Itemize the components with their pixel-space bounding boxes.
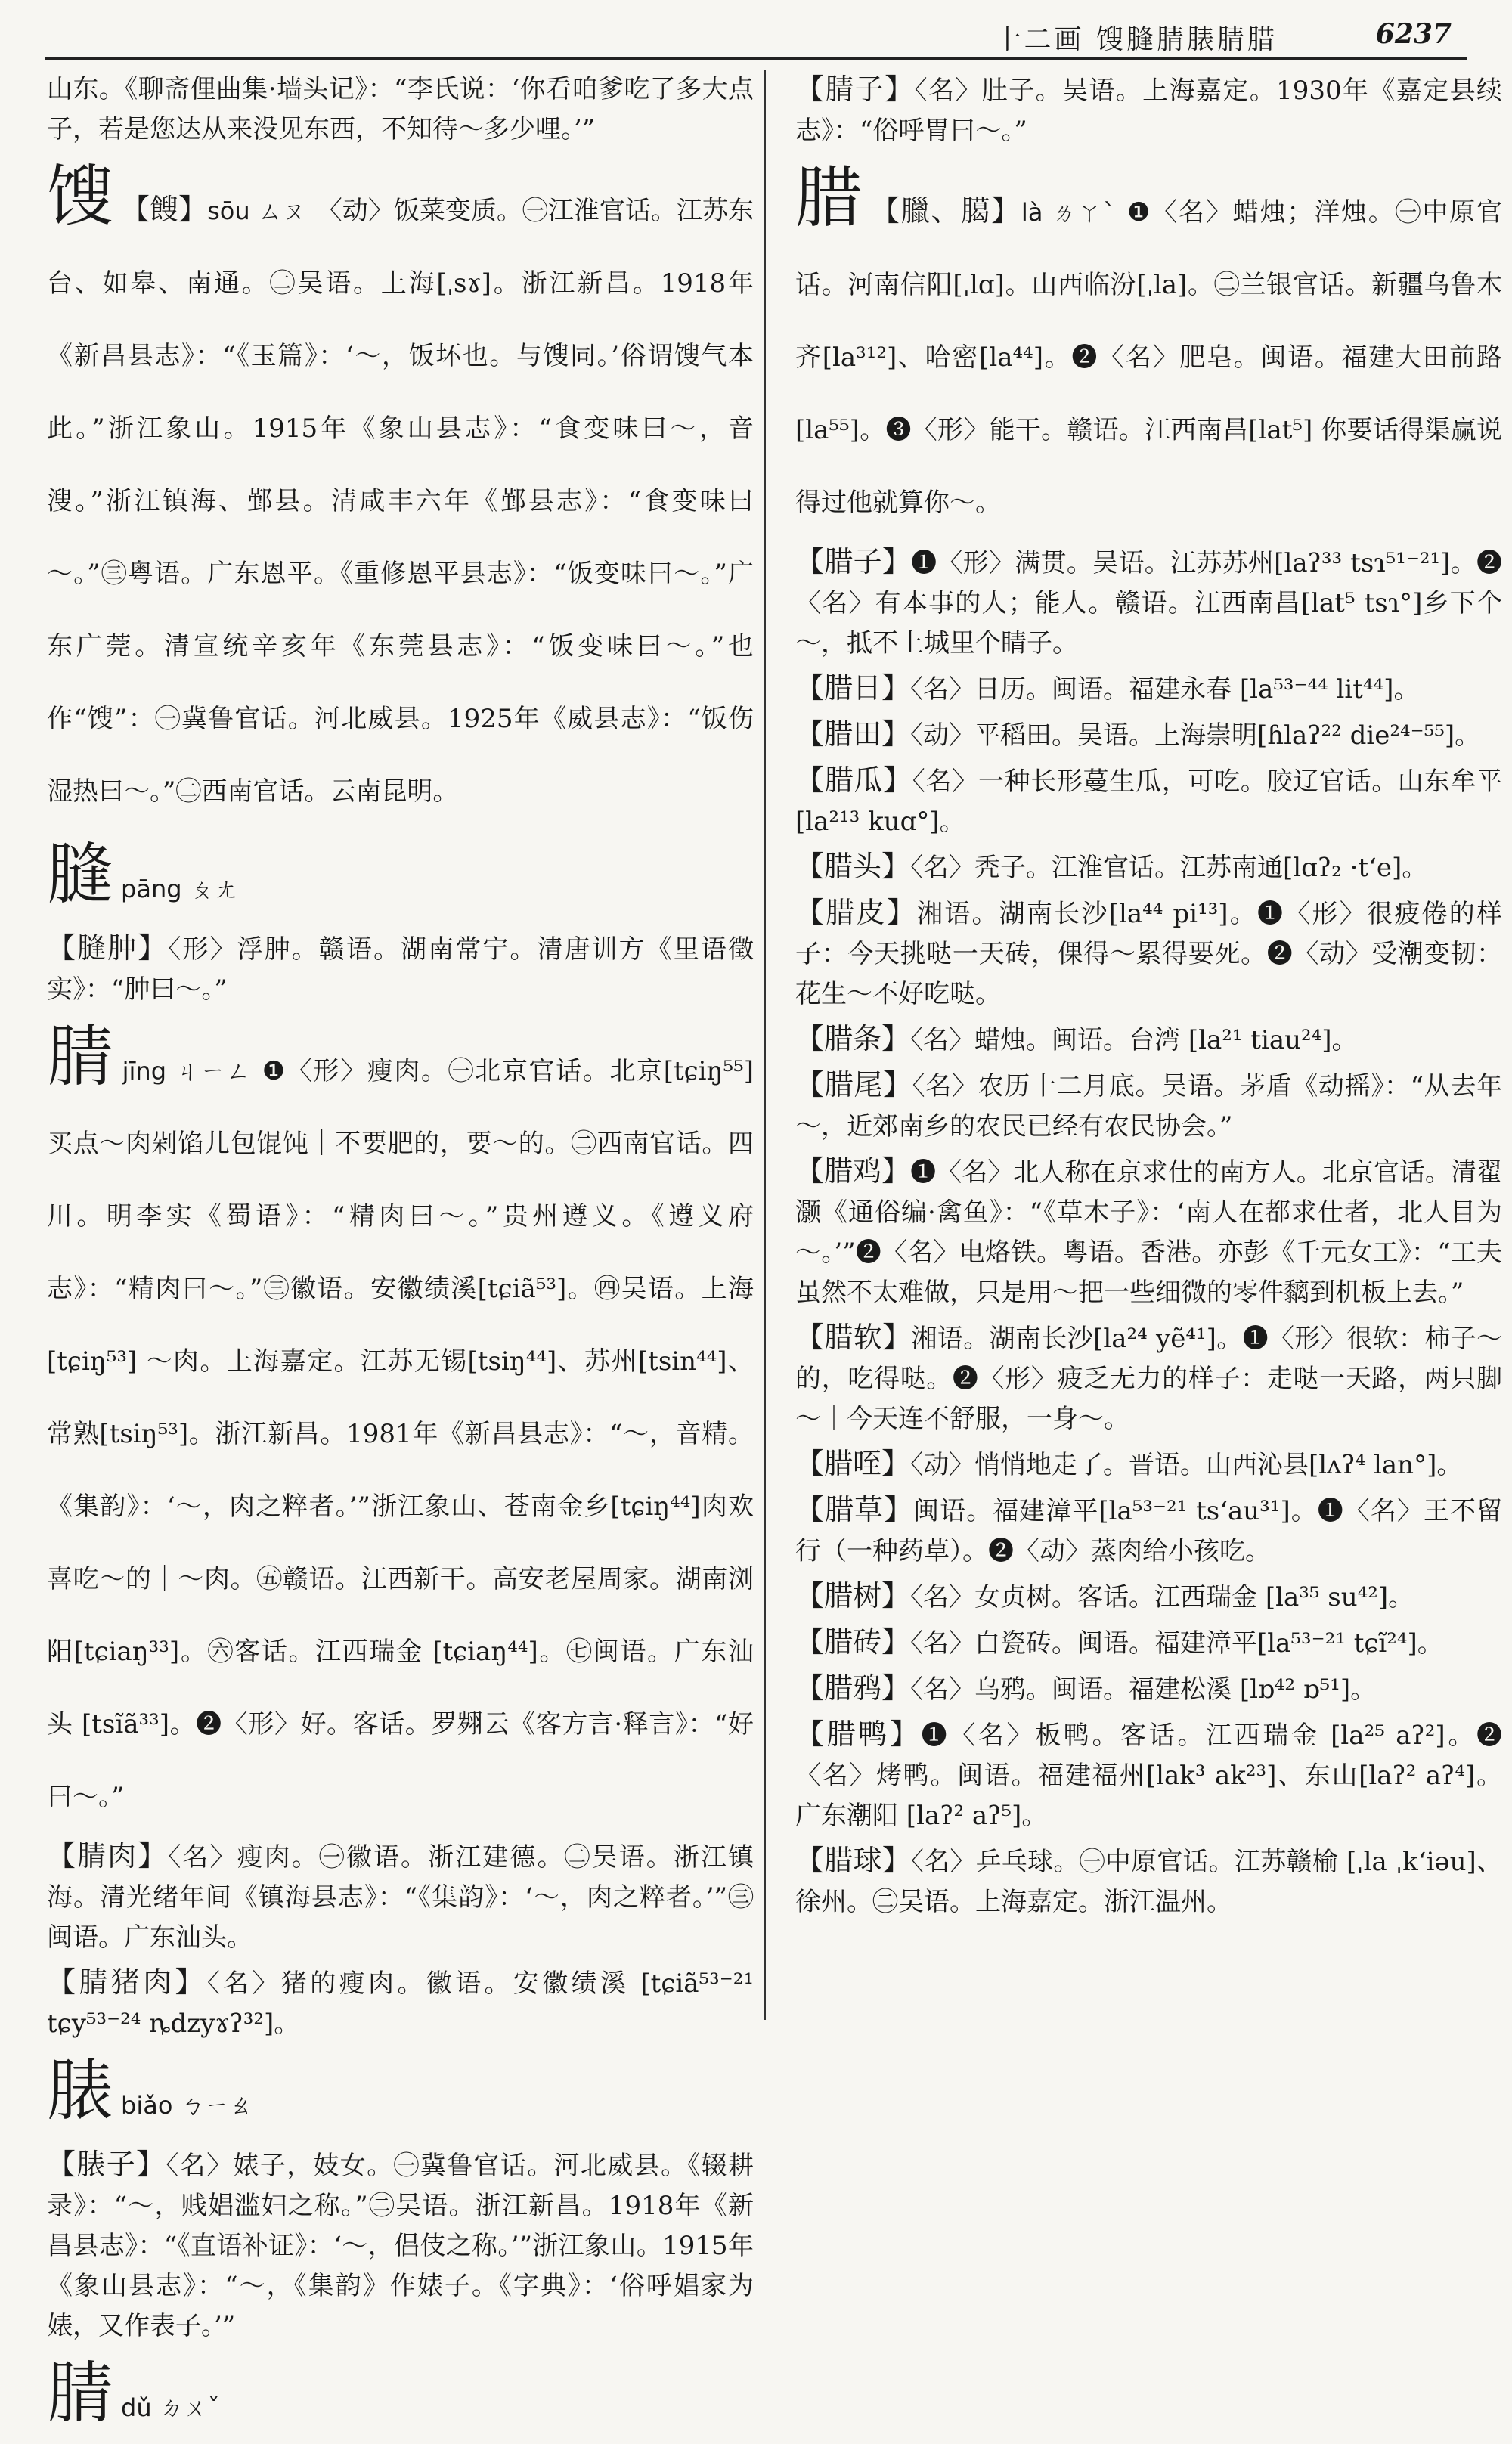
dictionary-entry bbox=[795, 542, 1502, 664]
dictionary-entry bbox=[795, 847, 1502, 888]
dictionary-entry bbox=[795, 1065, 1502, 1147]
headword-pronunciation: dǔ ㄉㄨˇ bbox=[121, 2393, 220, 2422]
headword-variant: 【餿】 bbox=[121, 193, 208, 226]
dictionary-entry bbox=[47, 2145, 754, 2346]
headword-definition: ❶〈形〉瘦肉。㊀北京官话。北京[tɕiŋ⁵⁵]买点～肉剁馅儿包馄饨｜不要肥的，要～的。㊁西南官话。四川。明李实《蜀语》：“精肉曰～。”贵州遵义。《遵义府志》：“精肉曰～。”㊂徽语。安徽绩溪[tɕiã⁵³]。㊃吴语。上海 [tɕiŋ⁵³] ～肉。上海嘉定。江苏无锡[tsiŋ⁴⁴]、苏州[tsin⁴⁴]、常熟[tsiŋ⁵³]。浙江新昌。1981年《新昌县志》：“～，音精。《集韵》：‘～，肉之粹者。’”浙江象山、苍南金乡[tɕiŋ⁴⁴]肉欢喜吃～的｜～肉。㊄赣语。江西新干。高安老屋周家。湖南浏阳[tɕiaŋ³³]。㊅客话。江西瑞金 [tɕiaŋ⁴⁴]。㊆闽语。广东汕头 [tsĩã³³]。❷〈形〉好。客话。罗翙云《客方言·释言》：“好曰～。” bbox=[47, 1056, 754, 1812]
entry-headword: 【腊子】 bbox=[795, 545, 912, 578]
entry-definition: 〈名〉婊子，妓女。㊀冀鲁官话。河北威县。《辍耕录》：“～，贱娼滥妇之称。”㊁吴语。浙江新昌。1918年《新昌县志》：“《直语补证》：‘～，倡伎之称。’”浙江象山。1915年《象山县志》：“～，《集韵》作婊子。《字典》：‘俗呼娼家为婊，又作表子。’” bbox=[47, 2151, 754, 2341]
column-divider bbox=[764, 70, 766, 2020]
entry-definition: 湘语。湖南长沙[la⁴⁴ pi¹³]。❶〈形〉很疲倦的样子：今天挑哒一天砖，倮得～累得要死。❷〈动〉受潮变韧：花生～不好吃哒。 bbox=[795, 899, 1502, 1009]
dictionary-entry bbox=[795, 1490, 1502, 1572]
entry-definition: ❶〈名〉北人称在京求仕的南方人。北京官话。清翟灏《通俗编·禽鱼》：“《草木子》：‘南人在都求仕者，北人目为～。’”❷〈名〉电烙铁。粤语。香港。亦彭《千元女工》：“工夫虽然不太难做，只是用～把一些细微的零件黐到机板上去。” bbox=[795, 1157, 1502, 1308]
dictionary-entry bbox=[795, 1576, 1502, 1618]
entry-headword: 【膖肿】 bbox=[47, 931, 169, 965]
entry-definition: 〈名〉乌鸦。闽语。福建松溪 [lɒ⁴² ɒ⁵¹]。 bbox=[910, 1674, 1377, 1705]
dictionary-entry bbox=[795, 1318, 1502, 1439]
entry-definition: 〈名〉一种长形蔓生瓜，可吃。胶辽官话。山东牟平[la²¹³ kuɑ°]。 bbox=[795, 767, 1502, 837]
dictionary-entry bbox=[795, 1444, 1502, 1485]
entry-headword: 【腊鸦】 bbox=[795, 1671, 911, 1705]
entry-headword: 【腊头】 bbox=[795, 850, 911, 883]
entry-headword: 【腊软】 bbox=[795, 1321, 912, 1354]
page-header bbox=[45, 11, 1467, 60]
continued-text: 山东。《聊斋俚曲集·墙头记》：“李氏说：‘你看咱爹吃了多大点子，若是您达从来没见东西，不知待～多少哩。’” bbox=[47, 74, 754, 144]
dictionary-entry bbox=[47, 1962, 754, 2044]
entry-definition: 〈动〉平稻田。吴语。上海崇明[ɦlaʔ²² die²⁴⁻⁵⁵]。 bbox=[910, 720, 1481, 751]
entry-definition: 〈名〉秃子。江淮官话。江苏南通[lɑʔ₂ ·tʻe]。 bbox=[910, 853, 1428, 883]
entry-definition: 〈名〉蜡烛。闽语。台湾 [la²¹ tiau²⁴]。 bbox=[910, 1025, 1358, 1055]
headword-entry bbox=[47, 1018, 754, 1833]
entry-headword: 【腊日】 bbox=[795, 671, 911, 705]
entry-headword: 【腊瓜】 bbox=[795, 764, 912, 797]
headword-char: 馊 bbox=[47, 157, 114, 235]
headword-entry bbox=[47, 2052, 754, 2142]
entry-definition: 〈名〉白瓷砖。闽语。福建漳平[la⁵³⁻²¹ tɕĩ²⁴]。 bbox=[910, 1628, 1443, 1659]
headword-definition: 〈动〉饭菜变质。㊀江淮官话。江苏东台、如皋、南通。㊁吴语。上海[ˌsɤ]。浙江新昌。1918年《新昌县志》：“《玉篇》：‘～，饭坏也。与馊同。’俗谓馊气本此。”浙江象山。1915年《象山县志》：“食变味曰～，音溲。”浙江镇海、鄞县。清咸丰六年《鄞县志》：“食变味曰～。”㊂粤语。广东恩平。《重修恩平县志》：“饭变味曰～。”广东广莞。清宣统辛亥年《东莞县志》：“饭变味曰～。”也作“馊”：㊀冀鲁官话。河北威县。1925年《威县志》：“饭伤湿热曰～。”㊁西南官话。云南昆明。 bbox=[47, 196, 754, 807]
entry-definition: ❶〈名〉板鸭。客话。江西瑞金 [la²⁵ aʔ²]。❷〈名〉烤鸭。闽语。福建福州[lak³ ak²³]、东山[laʔ² aʔ⁴]。广东潮阳 [laʔ² aʔ⁵]。 bbox=[795, 1721, 1502, 1831]
headword-char: 腊 bbox=[795, 159, 863, 237]
entry-headword: 【腊咥】 bbox=[795, 1447, 911, 1480]
entry-definition: 〈名〉日历。闽语。福建永春 [la⁵³⁻⁴⁴ lit⁴⁴]。 bbox=[910, 674, 1420, 705]
entry-headword: 【腊砖】 bbox=[795, 1625, 911, 1659]
dictionary-entry bbox=[795, 668, 1502, 710]
entry-headword: 【腊鸡】 bbox=[795, 1154, 911, 1188]
headword-definition: ❶〈名〉蜡烛；洋烛。㊀中原官话。河南信阳[ˌlɑ]。山西临汾[ˌla]。㊁兰银官话。新疆乌鲁木齐[la³¹²]、哈密[la⁴⁴]。❷〈名〉肥皂。闽语。福建大田前路[la⁵⁵]。❸〈形〉能干。赣语。江西南昌[lat⁵] 你要话得渠赢说得过他就算你～。 bbox=[795, 197, 1502, 518]
entry-headword: 【腊草】 bbox=[795, 1493, 914, 1526]
dictionary-entry bbox=[795, 1151, 1502, 1313]
entry-headword: 【腊皮】 bbox=[795, 896, 917, 929]
headword-char: 膖 bbox=[47, 835, 114, 913]
headword-char: 脿 bbox=[47, 2052, 114, 2130]
entry-headword: 【腊尾】 bbox=[795, 1068, 912, 1101]
dictionary-entry bbox=[795, 1622, 1502, 1664]
entry-headword: 【腊条】 bbox=[795, 1022, 911, 1055]
entry-definition: 闽语。福建漳平[la⁵³⁻²¹ tsʻau³¹]。❶〈名〉王不留行（一种药草）。❷〈动〉蒸肉给小孩吃。 bbox=[795, 1496, 1502, 1566]
headword-variant: 【臘、臈】 bbox=[870, 194, 1021, 228]
headword-pronunciation: jīng ㄐㄧㄥ bbox=[122, 1057, 252, 1086]
dictionary-entry bbox=[795, 70, 1502, 151]
dictionary-entry bbox=[795, 760, 1502, 842]
headword-pronunciation: sōu ㄙㄡ bbox=[207, 197, 306, 225]
page-number: 6237 bbox=[1375, 18, 1452, 50]
entry-headword: 【腊树】 bbox=[795, 1579, 911, 1612]
headword-pronunciation: biǎo ㄅㄧㄠ bbox=[121, 2091, 253, 2120]
entry-headword: 【腈子】 bbox=[795, 73, 915, 106]
dictionary-entry bbox=[795, 893, 1502, 1014]
entry-headword: 【腈肉】 bbox=[47, 1839, 169, 1872]
headword-pronunciation: là ㄌㄚˋ bbox=[1021, 198, 1117, 227]
headword-entry bbox=[47, 2354, 754, 2444]
right-column bbox=[795, 70, 1502, 2027]
dictionary-entry bbox=[795, 1841, 1502, 1922]
dictionary-entry bbox=[47, 1836, 754, 1958]
running-title: 十二画 馊膖腈脿腈腊 bbox=[993, 24, 1278, 55]
dictionary-entry bbox=[795, 1019, 1502, 1061]
entry-definition: 〈名〉乒乓球。㊀中原官话。江苏赣榆 [ˌla ˌkʻiəu]、徐州。㊁吴语。上海嘉定。浙江温州。 bbox=[795, 1847, 1502, 1917]
entry-definition: 〈名〉农历十二月底。吴语。茅盾《动摇》：“从去年～，近郊南乡的农民已经有农民协会。” bbox=[795, 1071, 1502, 1141]
entry-definition: 〈名〉猪的瘦肉。徽语。安徽绩溪 [tɕiã⁵³⁻²¹ tɕy⁵³⁻²⁴ ȵdzyɤʔ³²]。 bbox=[47, 1969, 754, 2039]
dictionary-entry bbox=[795, 714, 1502, 756]
entry-definition: 〈名〉瘦肉。㊀徽语。浙江建德。㊁吴语。浙江镇海。清光绪年间《镇海县志》：“《集韵》：‘～，肉之粹者。’”㊂闽语。广东汕头。 bbox=[47, 1842, 754, 1953]
entry-headword: 【脿子】 bbox=[47, 2148, 166, 2181]
dictionary-entry bbox=[795, 1715, 1502, 1836]
entry-headword: 【腊田】 bbox=[795, 717, 911, 751]
headword-char: 腈 bbox=[47, 1018, 115, 1095]
headword-char: 腈 bbox=[47, 2354, 114, 2432]
headword-entry bbox=[795, 159, 1502, 539]
dictionary-entry bbox=[47, 928, 754, 1010]
entry-definition: 〈动〉悄悄地走了。晋语。山西沁县[lʌʔ⁴ lan°]。 bbox=[910, 1450, 1463, 1480]
headword-pronunciation: pāng ㄆㄤ bbox=[121, 875, 238, 903]
entry-headword: 【腊鸭】 bbox=[795, 1718, 922, 1751]
entry-headword: 【腊球】 bbox=[795, 1844, 911, 1877]
dictionary-entry bbox=[795, 1668, 1502, 1710]
entry-headword: 【腈猪肉】 bbox=[47, 1965, 207, 1999]
entry-definition: 〈形〉浮肿。赣语。湖南常宁。清唐训方《里语徵实》：“肿曰～。” bbox=[47, 934, 754, 1005]
entry-definition: 〈名〉肚子。吴语。上海嘉定。1930年《嘉定县续志》：“俗呼胃曰～。” bbox=[795, 76, 1502, 146]
entry-definition: 〈名〉女贞树。客话。江西瑞金 [la³⁵ su⁴²]。 bbox=[910, 1582, 1414, 1612]
entry-definition: ❶〈形〉满贯。吴语。江苏苏州[laʔ³³ tsɿ⁵¹⁻²¹]。❷〈名〉有本事的人；能人。赣语。江西南昌[lat⁵ tsɿ°]乡下个～，抵不上城里个睛子。 bbox=[795, 548, 1502, 658]
headword-entry bbox=[47, 835, 754, 925]
entry-definition: 湘语。湖南长沙[la²⁴ yẽ⁴¹]。❶〈形〉很软：柿子～的，吃得哒。❷〈形〉疲乏无力的样子：走哒一天路，两只脚～｜今天连不舒服，一身～。 bbox=[795, 1324, 1502, 1434]
headword-entry bbox=[47, 157, 754, 828]
left-column bbox=[47, 70, 754, 2432]
